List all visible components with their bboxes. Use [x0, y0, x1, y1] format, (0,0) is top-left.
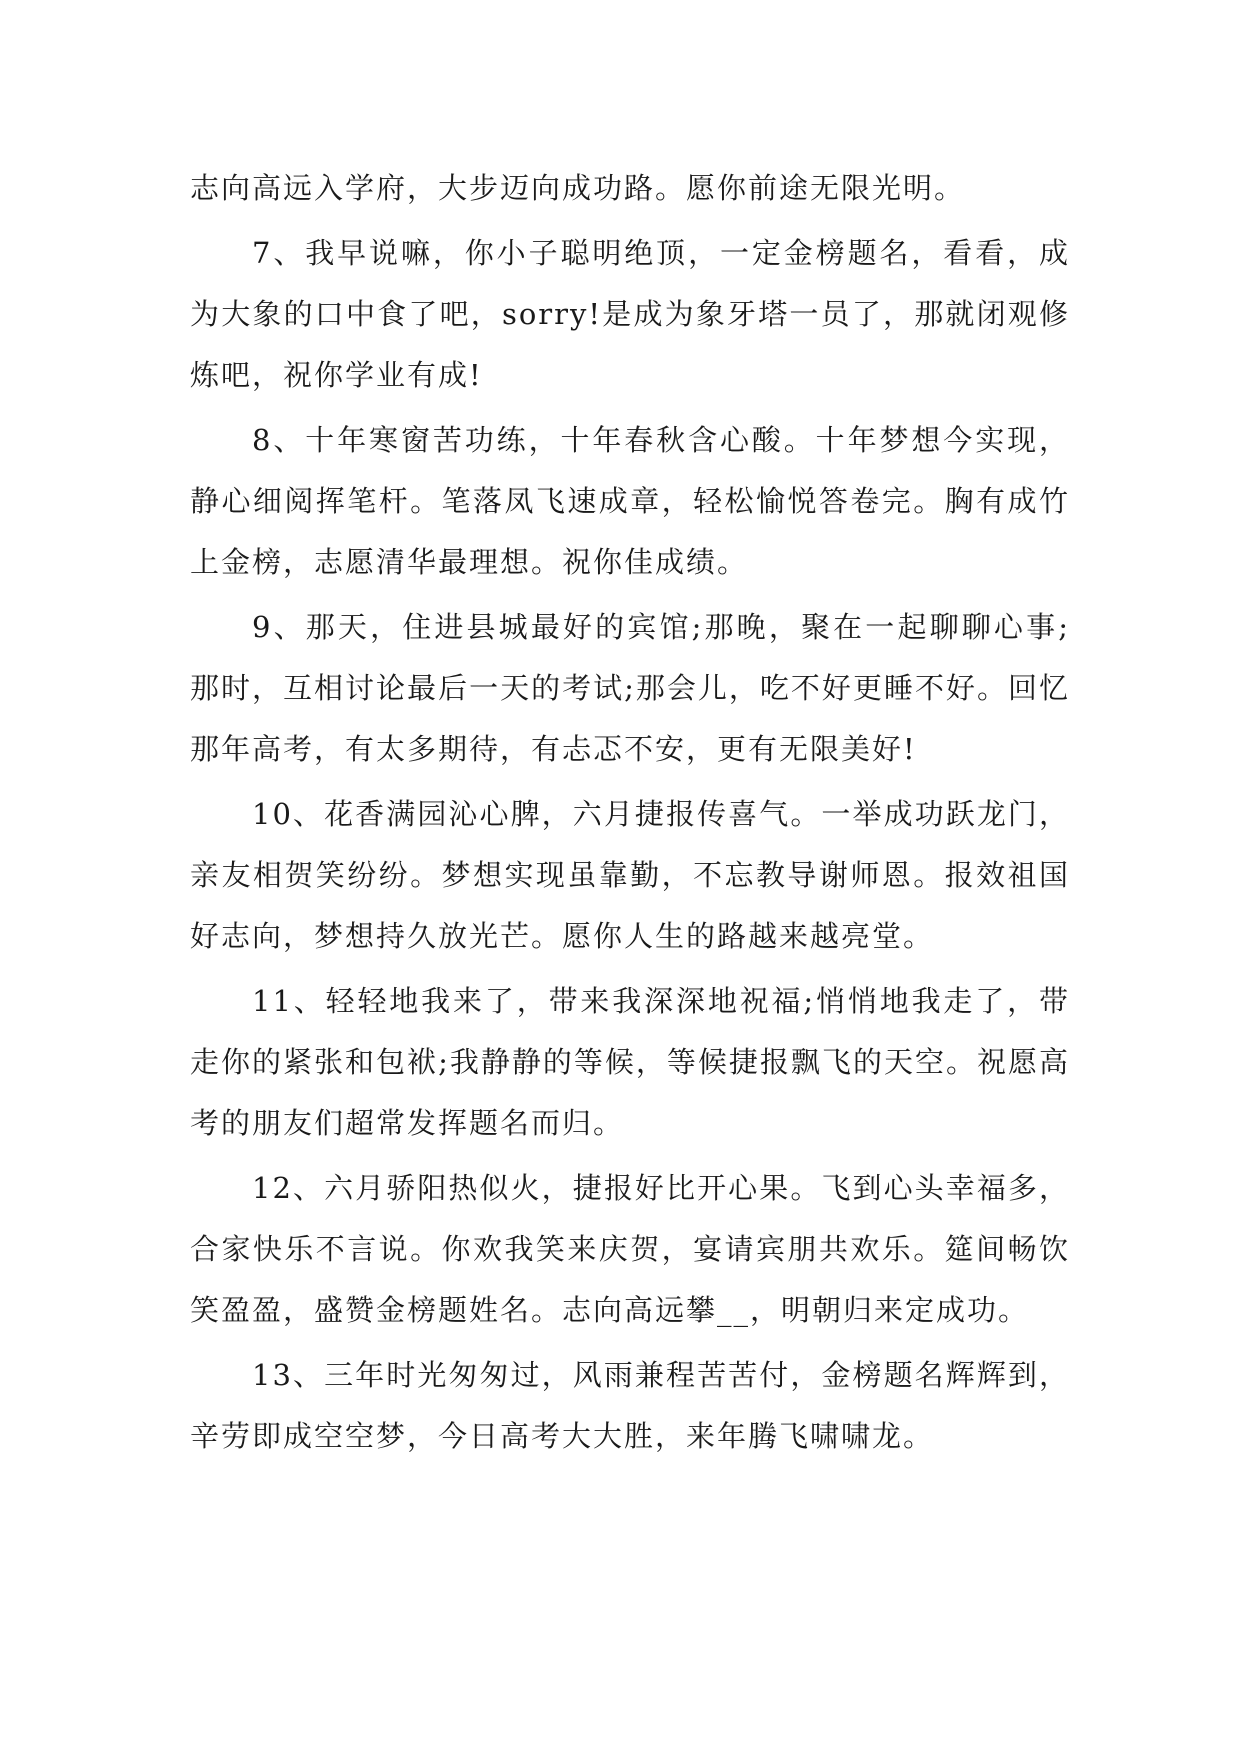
- paragraph-item-13: 13、三年时光匆匆过，风雨兼程苦苦付，金榜题名辉辉到，辛劳即成空空梦，今日高考大大胜，来年腾飞啸啸龙。: [190, 1358, 1070, 1453]
- paragraph-item-9: 9、那天，住进县城最好的宾馆;那晚，聚在一起聊聊心事;那时，互相讨论最后一天的考试;那会儿，吃不好更睡不好。回忆那年高考，有太多期待，有忐忑不安，更有无限美好!: [190, 610, 1070, 766]
- paragraph-item-10: 10、花香满园沁心脾，六月捷报传喜气。一举成功跃龙门，亲友相贺笑纷纷。梦想实现虽靠勤，不忘教导谢师恩。报效祖国好志向，梦想持久放光芒。愿你人生的路越来越亮堂。: [190, 797, 1070, 953]
- paragraph-item-8: 8、十年寒窗苦功练，十年春秋含心酸。十年梦想今实现，静心细阅挥笔杆。笔落凤飞速成章，轻松愉悦答卷完。胸有成竹上金榜，志愿清华最理想。祝你佳成绩。: [190, 423, 1070, 579]
- paragraph-continuation: 志向高远入学府，大步迈向成功路。愿你前途无限光明。: [190, 171, 966, 205]
- paragraph-item-11: 11、轻轻地我来了，带来我深深地祝福;悄悄地我走了，带走你的紧张和包袱;我静静的等候，等候捷报飘飞的天空。祝愿高考的朋友们超常发挥题名而归。: [190, 984, 1070, 1140]
- paragraph-item-12: 12、六月骄阳热似火，捷报好比开心果。飞到心头幸福多，合家快乐不言说。你欢我笑来庆贺，宴请宾朋共欢乐。筵间畅饮笑盈盈，盛赞金榜题姓名。志向高远攀__，明朝归来定成功。: [190, 1171, 1070, 1327]
- document-page: [190, 158, 1070, 1471]
- paragraph-item-7: 7、我早说嘛，你小子聪明绝顶，一定金榜题名，看看，成为大象的口中食了吧，sorry!是成为象牙塔一员了，那就闭观修炼吧，祝你学业有成!: [190, 236, 1070, 392]
